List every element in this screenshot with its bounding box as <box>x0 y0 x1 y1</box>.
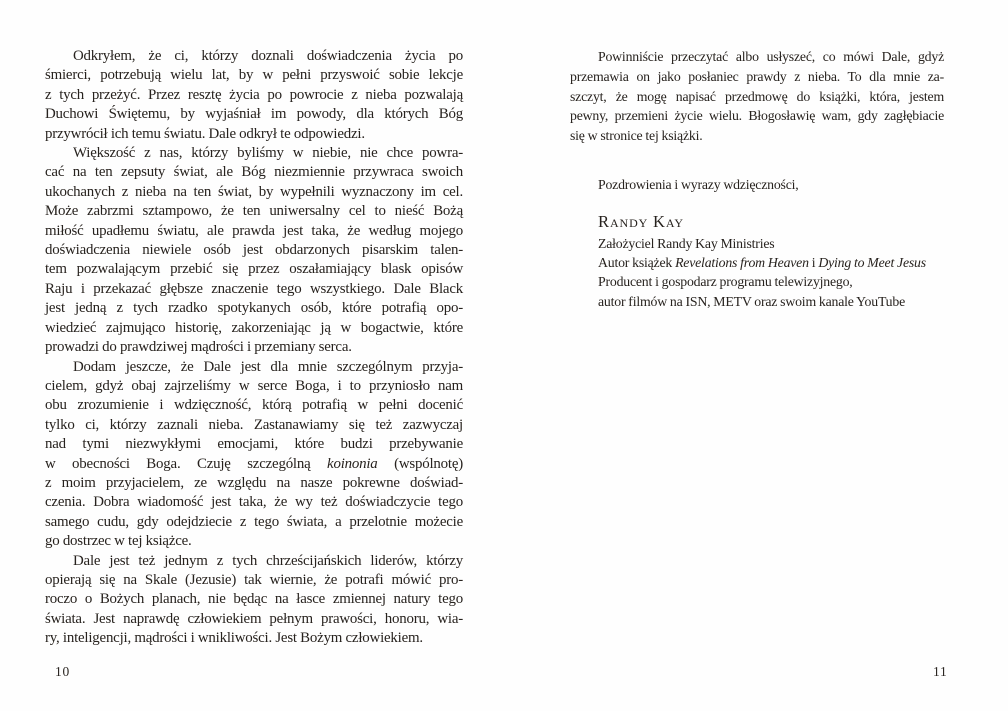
signature-block <box>598 212 944 311</box>
text-line: samego cudu, gdy odejdziecie z tego świata, a przelotnie możecie <box>45 513 463 530</box>
paragraph <box>45 552 463 649</box>
text-line: cielem, gdyż obaj zajrzeliśmy w serce Boga, i to przyniosło nam <box>45 377 463 394</box>
text-line: prowadzi do prawdziwej mądrości i przemiany serca. <box>45 339 352 356</box>
text-line: ry, inteligencji, mądrości i wnikliwości. Jest Bożym człowiekiem. <box>45 630 423 647</box>
text-line: go dostrzec w tej książce. <box>45 533 192 550</box>
text-line: Może zabrzmi sztampowo, że ten uniwersalny cel to nieść Bożą <box>45 203 463 220</box>
paragraph <box>45 144 463 357</box>
text-line: tylko ci, którzy zaznali nieba. Zastanawiamy się też zazwyczaj <box>45 416 463 433</box>
text-line: wiedzieć zajmująco historię, zakorzeniając ją w bogactwie, które <box>45 319 463 336</box>
paragraph <box>45 47 463 144</box>
text-line: cać na ten zepsuty świat, ale Bóg niezmiennie przywraca swoich <box>45 164 463 181</box>
text-line: z moim przyjacielem, ze względu na nasze pokrewne doświad- <box>45 474 463 491</box>
text-line: Raju i przekazać głębsze znaczenie tego wszystkiego. Dale Black <box>45 280 463 297</box>
text-line: Większość z nas, którzy byliśmy w niebie, nie chce powra- <box>73 145 463 162</box>
page-number-right: 11 <box>933 664 948 679</box>
text-line: Producent i gospodarz programu telewizyjnego, <box>598 274 853 290</box>
text-line: świata. Jest naprawdę człowiekiem pełnym prawości, honoru, wia- <box>45 610 463 627</box>
text-line: szczyt, że mogę napisać przedmowę do książki, która, jestem <box>570 88 944 104</box>
closing-line: Pozdrowienia i wyrazy wdzięczności, <box>598 176 799 192</box>
page-number-left: 10 <box>55 664 71 679</box>
text-line: tem pozwalającym przebić się przez oszałamiający blask opisów <box>45 261 463 278</box>
text-line: Odkryłem, że ci, którzy doznali doświadczenia życia po <box>73 48 463 64</box>
text-line: nad tymi niezwykłymi emocjami, które budzi przebywanie <box>45 436 463 453</box>
text-line: przemawia on jako posłaniec prawdy z nieba. To dla mnie za- <box>570 68 944 84</box>
text-line: w obecności Boga. Czuję szczególną koinonia (wspólnotę) <box>45 455 464 472</box>
text-line: autor filmów na ISN, METV oraz swoim kanale YouTube <box>598 293 906 309</box>
text-line: obu zrozumienie i wdzięczność, którą potrafią w pełni docenić <box>45 397 463 414</box>
text-line: przywrócił ich temu światu. Dale odkrył te odpowiedzi. <box>45 125 365 142</box>
text-line: Dodam jeszcze, że Dale jest dla mnie szczególnym przyja- <box>73 358 463 375</box>
text-line: Autor książek Revelations from Heaven i Dying to Meet Jesus <box>598 255 926 271</box>
text-line: Założyciel Randy Kay Ministries <box>598 235 775 251</box>
text-line: Dale jest też jednym z tych chrześcijańskich liderów, którzy <box>73 552 463 569</box>
text-line: roczo o Bożych planach, nie będąc na łasce zmiennej natury tego <box>45 591 463 608</box>
paragraph <box>570 47 944 146</box>
text-line: czenia. Dobra wiadomość jest taka, że wy też doświadczycie tego <box>45 494 463 511</box>
text-line: Powinniście przeczytać albo usłyszeć, co mówi Dale, gdyż <box>598 49 944 64</box>
text-line: ukochanych z nieba na ten świat, by wypełnili wyznaczony im cel. <box>45 183 463 200</box>
text-line: Duchowi Świętemu, by wyjaśniał im powody, dla których Bóg <box>45 106 463 123</box>
text-line: z tych przeżyć. Przez resztę życia po powrocie z nieba pozwalają <box>45 86 463 103</box>
text-line: doświadczenia niewiele osób jest obdarzonych pisarskim talen- <box>45 242 463 259</box>
text-line: jest jedną z tych rzadko spotykanych osób, które potrafią opo- <box>45 300 463 317</box>
text-line: miłość upadłemu światu, ale prawda jest taka, że według mojego <box>45 222 463 239</box>
text-line: się w stronice tej książki. <box>570 128 703 144</box>
text-line: opierają się na Skale (Jezusie) tak wiernie, że potrafi mówić pro- <box>45 571 463 588</box>
text-line: śmierci, potrzebują wielu lat, by w pełni przyswoić sobie lekcje <box>45 67 463 84</box>
signature-name: Randy Kay <box>598 211 684 231</box>
page-right <box>570 47 944 311</box>
paragraph <box>45 358 463 552</box>
text-line: pewny, przemieni życie wielu. Błogosławię wam, gdy zagłębiacie <box>570 108 944 124</box>
signature-details <box>598 234 944 311</box>
page-left <box>45 47 463 649</box>
